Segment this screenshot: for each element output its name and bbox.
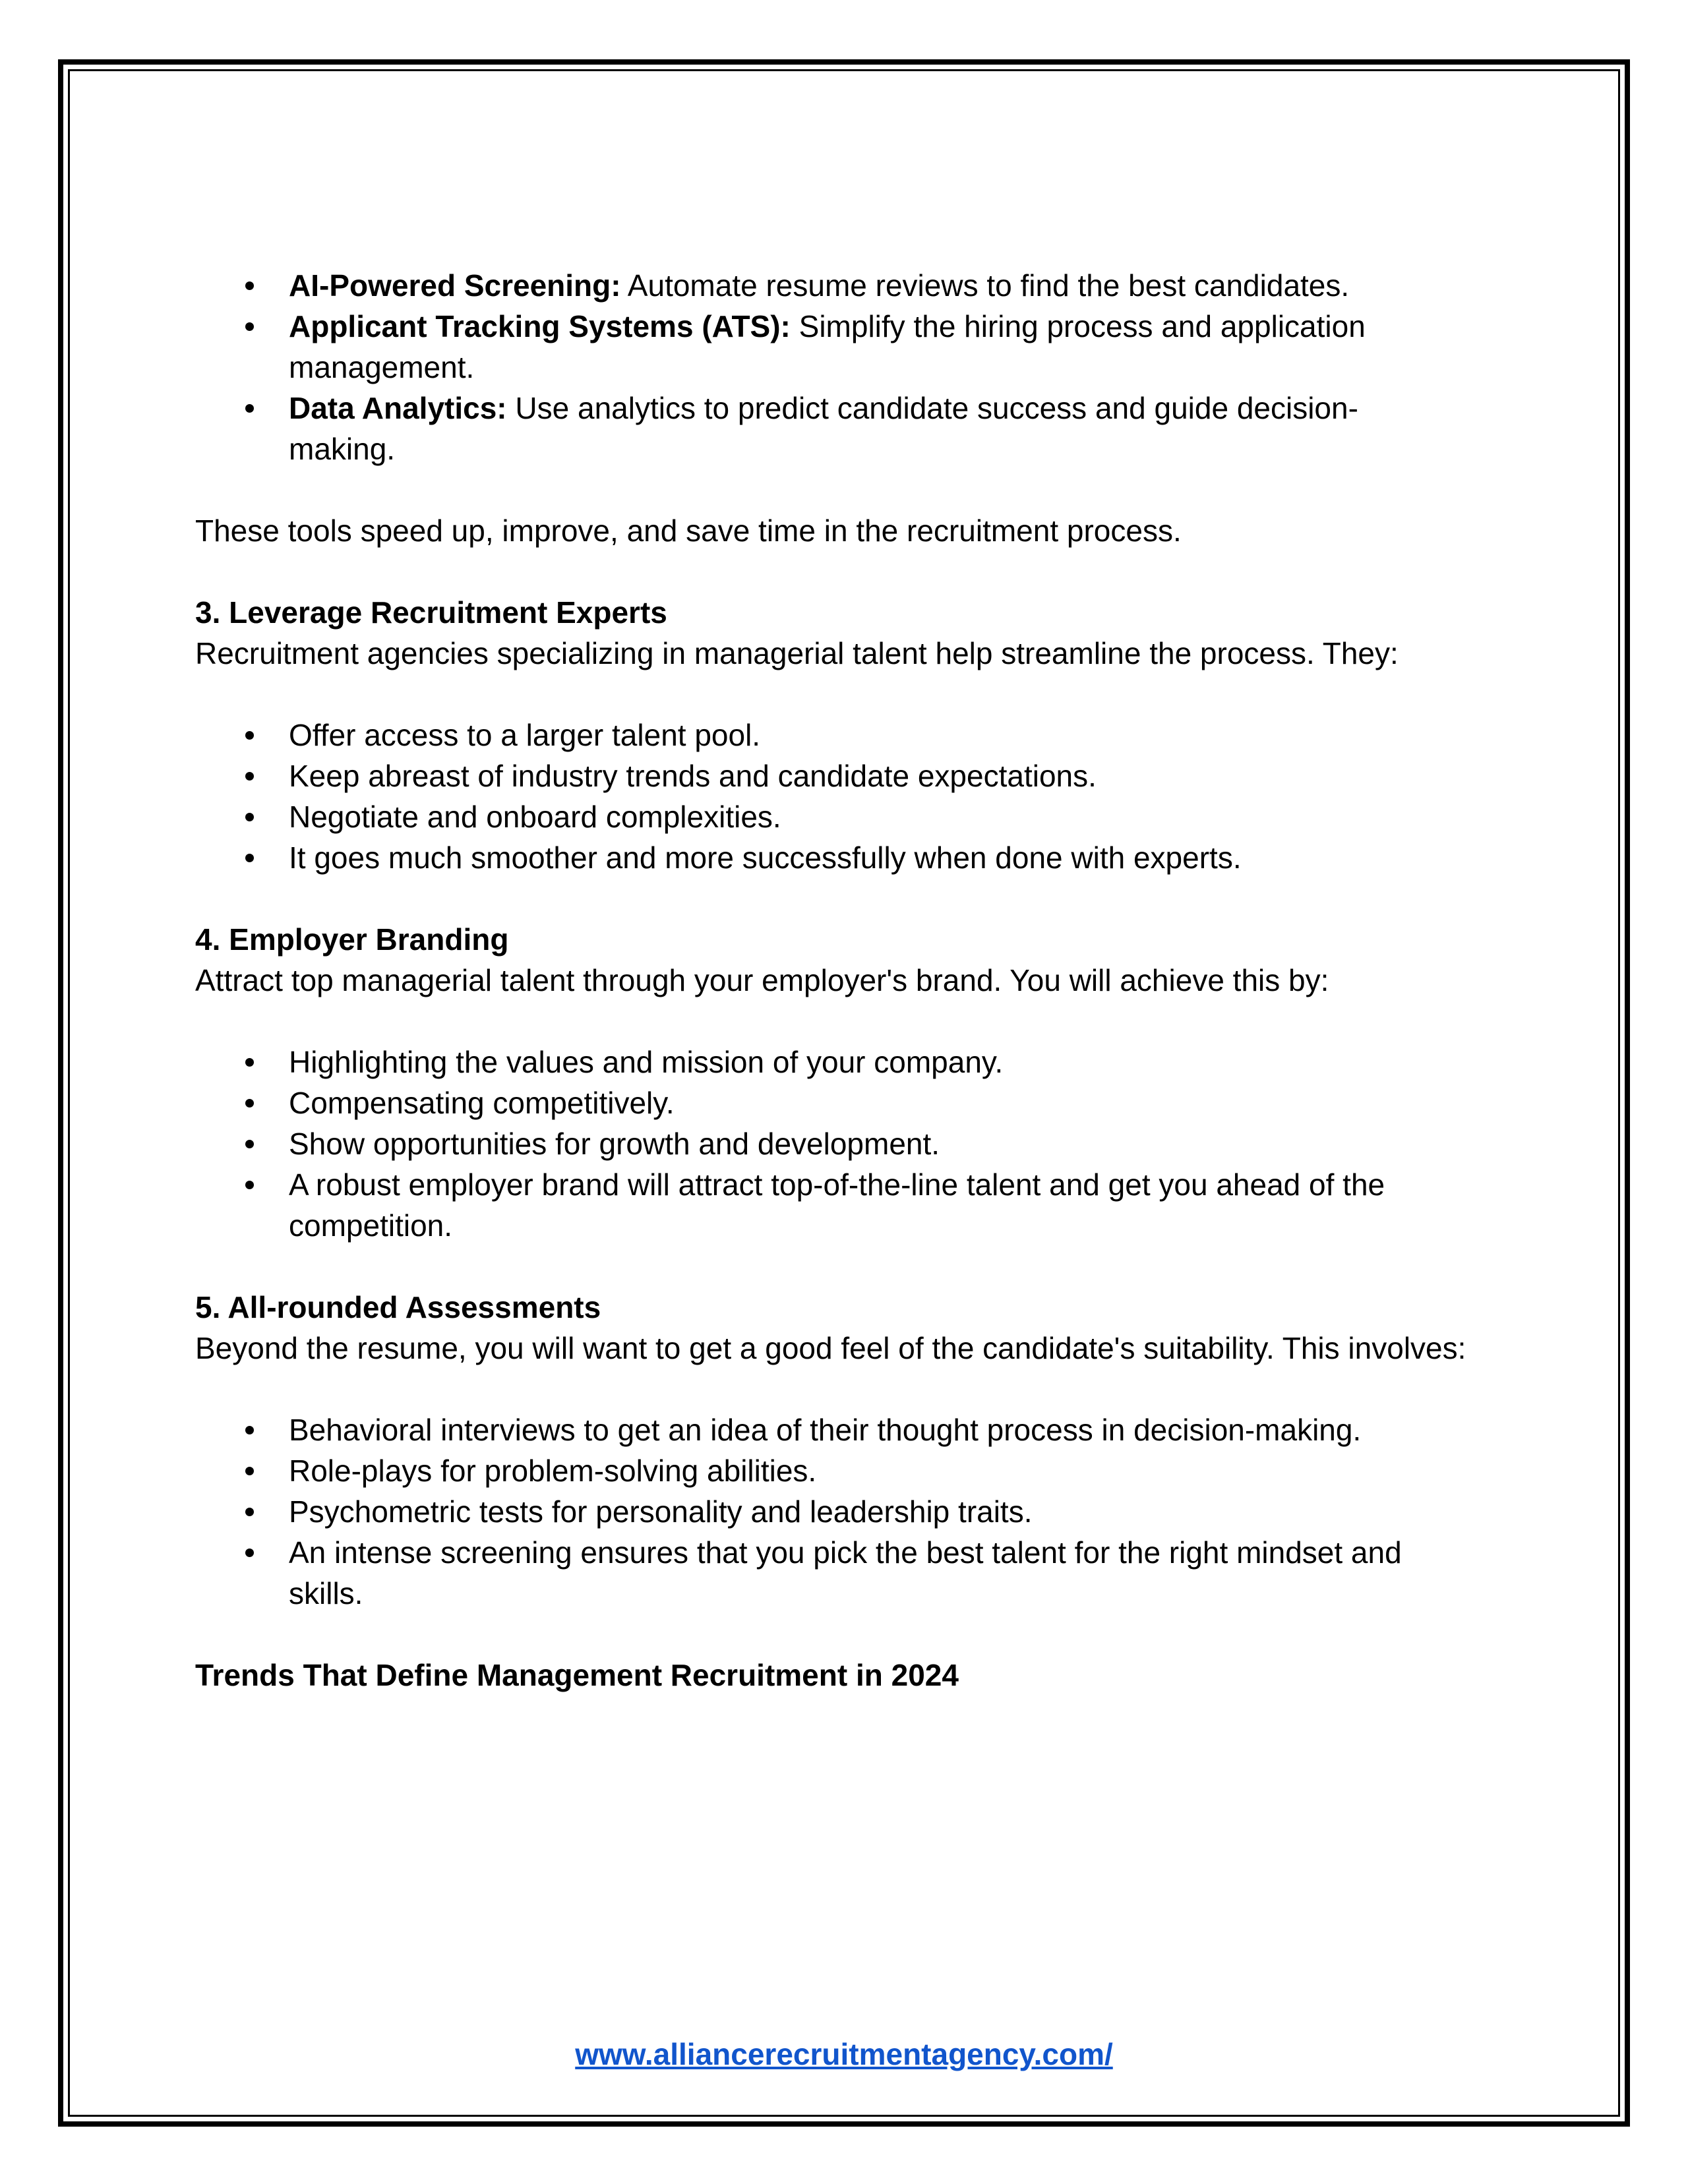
list-item [195,1042,1507,1082]
list-item-rest: Automate resume reviews to find the best candidates. [620,268,1350,303]
bullet-icon [245,731,254,740]
list-item-lead: Data Analytics: [289,391,507,425]
bullet-icon [245,322,254,331]
list-item-text [289,265,1416,306]
assessments-list [195,1409,1507,1614]
section-heading: 3. Leverage Recruitment Experts [195,595,667,630]
list-item-lead: AI-Powered Screening: [289,268,621,303]
list-item [195,755,1507,796]
bullet-icon [245,813,254,821]
list-item-text: Offer access to a larger talent pool. [289,718,761,752]
list-item-text: Behavioral interviews to get an idea of their thought process in decision-making. [289,1413,1362,1447]
list-item-text [289,306,1416,388]
list-item [195,388,1507,469]
page-footer [0,2036,1688,2072]
list-item-text: It goes much smoother and more successfully when done with experts. [289,841,1242,875]
list-item [195,1409,1507,1450]
list-item [195,265,1507,306]
list-item-rest: Simplify the hiring process and application management. [289,309,1366,384]
list-item [195,1532,1507,1614]
trends-heading: Trends That Define Management Recruitment in 2024 [195,1658,959,1692]
section-intro: Attract top managerial talent through your employer's brand. You will achieve this by: [195,963,1329,997]
bullet-icon [245,854,254,862]
list-item [195,1123,1507,1164]
footer-link[interactable]: www.alliancerecruitmentagency.com/ [575,2037,1113,2071]
list-item-text: Highlighting the values and mission of your company. [289,1045,1004,1079]
bullet-icon [245,1508,254,1516]
page-content [195,265,1507,1696]
list-item [195,796,1507,837]
bullet-icon [245,1181,254,1189]
list-item-text: Compensating competitively. [289,1086,675,1120]
bullet-icon [245,1099,254,1107]
paragraph: These tools speed up, improve, and save time in the recruitment process. [195,514,1182,548]
bullet-icon [245,404,254,413]
list-item [195,1164,1507,1246]
list-item-text [289,388,1416,469]
section-intro: Beyond the resume, you will want to get a good feel of the candidate's suitability. This involves: [195,1331,1466,1365]
bullet-icon [245,281,254,290]
list-item [195,1450,1507,1491]
list-item-text: Psychometric tests for personality and leadership traits. [289,1494,1033,1529]
list-item-text: Role-plays for problem-solving abilities. [289,1454,817,1488]
experts-list [195,715,1507,878]
list-item-lead: Applicant Tracking Systems (ATS): [289,309,791,343]
branding-list [195,1042,1507,1246]
list-item-text: An intense screening ensures that you pick the best talent for the right mindset and skills. [289,1535,1402,1610]
list-item-text: Negotiate and onboard complexities. [289,800,781,834]
bullet-icon [245,1549,254,1557]
list-item [195,837,1507,878]
list-item [195,715,1507,755]
list-item [195,1491,1507,1532]
bullet-icon [245,1467,254,1475]
section-heading: 4. Employer Branding [195,922,509,957]
list-item-text: Show opportunities for growth and development. [289,1127,940,1161]
list-item-rest: Use analytics to predict candidate success and guide decision-making. [289,391,1358,466]
tools-list [195,265,1507,469]
section-intro: Recruitment agencies specializing in managerial talent help streamline the process. They: [195,636,1399,670]
list-item [195,1082,1507,1123]
section-heading: 5. All-rounded Assessments [195,1290,601,1324]
list-item [195,306,1507,388]
bullet-icon [245,1140,254,1148]
bullet-icon [245,1426,254,1434]
bullet-icon [245,1058,254,1067]
bullet-icon [245,772,254,781]
list-item-text: A robust employer brand will attract top-of-the-line talent and get you ahead of the competition. [289,1167,1385,1243]
list-item-text: Keep abreast of industry trends and candidate expectations. [289,759,1097,793]
